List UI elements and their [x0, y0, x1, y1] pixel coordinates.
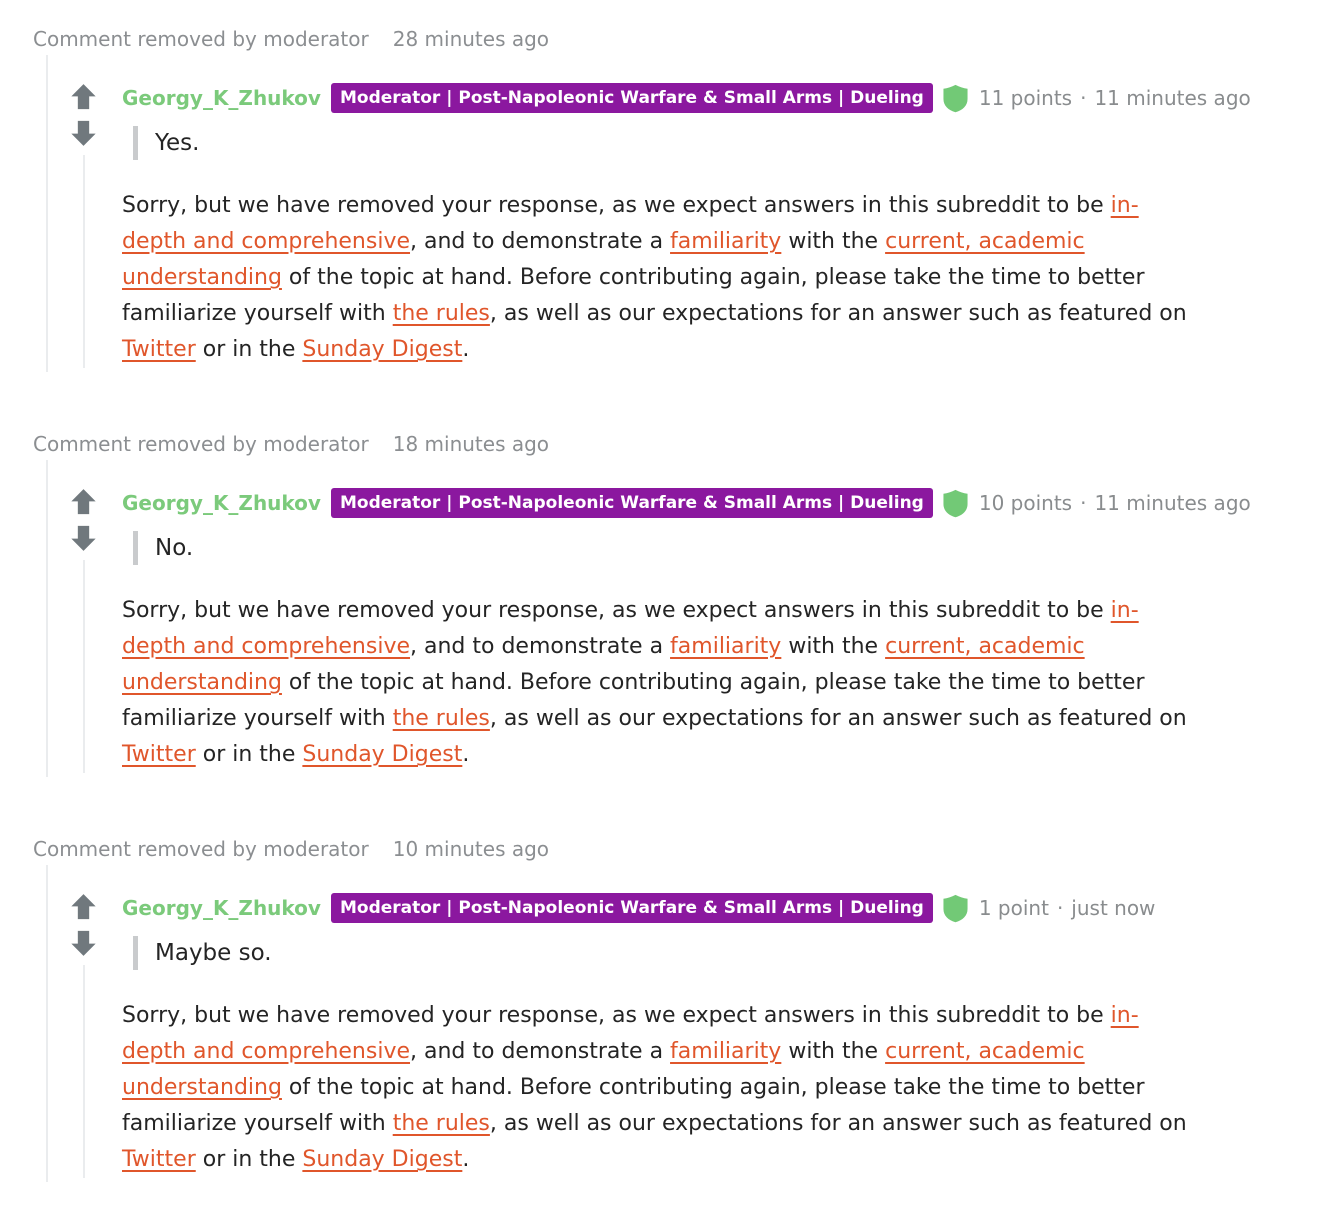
body-text: with the	[781, 634, 886, 659]
link-in-depth-and-comprehensive[interactable]: in-	[1110, 193, 1139, 218]
removal-message-line	[122, 998, 1334, 1034]
body-text: of the topic at hand. Before contributing again, please take the time to better	[281, 670, 1145, 695]
upvote-button[interactable]	[70, 893, 97, 921]
removed-comment-thread	[0, 835, 1334, 1182]
removal-message-line	[122, 1070, 1334, 1106]
comment-timestamp: just now	[1071, 896, 1156, 920]
vote-column	[70, 488, 122, 773]
comment-points: 10 points	[978, 491, 1073, 515]
mod-reply-comment	[0, 865, 1334, 1182]
link-in-depth-and-comprehensive[interactable]: depth and comprehensive	[122, 229, 411, 254]
removal-message-line	[122, 629, 1334, 665]
link-current-academic-understanding[interactable]: understanding	[122, 1075, 282, 1100]
removed-comment-timestamp: 28 minutes ago	[392, 27, 550, 51]
removal-message-line	[122, 593, 1334, 629]
meta-separator: ·	[1080, 86, 1087, 110]
removal-message-line	[122, 665, 1334, 701]
downvote-button[interactable]	[70, 929, 97, 957]
removal-message-line	[122, 296, 1334, 332]
moderator-shield-icon	[942, 894, 969, 923]
body-text: familiarize yourself with	[122, 706, 393, 731]
body-text: Sorry, but we have removed your response, as we expect answers in this subreddit to be	[122, 598, 1111, 623]
upvote-arrow-icon	[70, 83, 97, 111]
removal-message-line	[122, 737, 1334, 773]
username-link[interactable]: Georgy_K_Zhukov	[122, 86, 321, 110]
quoted-text: Yes.	[155, 130, 200, 156]
vote-column	[70, 83, 122, 368]
upvote-arrow-icon	[70, 893, 97, 921]
removal-message-line	[122, 188, 1334, 224]
link-twitter[interactable]: Twitter	[122, 1147, 196, 1172]
removal-message-line	[122, 1034, 1334, 1070]
body-text: , and to demonstrate a	[410, 229, 671, 254]
link-in-depth-and-comprehensive[interactable]: depth and comprehensive	[122, 634, 411, 659]
moderator-shield-icon	[942, 84, 969, 113]
body-text: with the	[781, 1039, 886, 1064]
link-the-rules[interactable]: the rules	[392, 706, 490, 731]
downvote-arrow-icon	[70, 524, 97, 552]
link-in-depth-and-comprehensive[interactable]: in-	[1110, 1003, 1139, 1028]
removed-by-moderator-label: Comment removed by moderator	[33, 432, 369, 456]
quoted-text-block	[133, 936, 1334, 970]
link-current-academic-understanding[interactable]: current, academic	[885, 1039, 1085, 1064]
body-text: or in the	[195, 1147, 303, 1172]
removed-by-moderator-label: Comment removed by moderator	[33, 27, 369, 51]
comment-points: 1 point	[978, 896, 1049, 920]
removal-message	[122, 593, 1334, 773]
upvote-button[interactable]	[70, 83, 97, 111]
removed-comment-thread	[0, 25, 1334, 372]
removed-comment-header	[33, 835, 1334, 863]
link-sunday-digest[interactable]: Sunday Digest	[302, 337, 463, 362]
body-text: familiarize yourself with	[122, 1111, 393, 1136]
link-current-academic-understanding[interactable]: current, academic	[885, 634, 1085, 659]
comment-collapse-line[interactable]	[83, 155, 85, 368]
link-in-depth-and-comprehensive[interactable]: in-	[1110, 598, 1139, 623]
link-current-academic-understanding[interactable]: understanding	[122, 265, 282, 290]
downvote-arrow-icon	[70, 119, 97, 147]
body-text: or in the	[195, 742, 303, 767]
removal-message-line	[122, 332, 1334, 368]
comment-meta-row	[122, 893, 1334, 923]
link-the-rules[interactable]: the rules	[392, 301, 490, 326]
comment-meta-row	[122, 488, 1334, 518]
moderator-flair-badge: Moderator | Post-Napoleonic Warfare & Small Arms | Dueling	[331, 83, 933, 113]
link-familiarity[interactable]: familiarity	[670, 229, 782, 254]
body-text: , and to demonstrate a	[410, 1039, 671, 1064]
link-the-rules[interactable]: the rules	[392, 1111, 490, 1136]
removed-comment-header	[33, 25, 1334, 53]
removal-message-line	[122, 260, 1334, 296]
link-current-academic-understanding[interactable]: current, academic	[885, 229, 1085, 254]
downvote-button[interactable]	[70, 524, 97, 552]
parent-collapse-line[interactable]	[46, 865, 48, 1182]
comment-timestamp: 11 minutes ago	[1094, 86, 1251, 110]
removal-message	[122, 188, 1334, 368]
username-link[interactable]: Georgy_K_Zhukov	[122, 896, 321, 920]
removal-message-line	[122, 701, 1334, 737]
link-familiarity[interactable]: familiarity	[670, 634, 782, 659]
meta-separator: ·	[1080, 491, 1087, 515]
body-text: or in the	[195, 337, 303, 362]
link-twitter[interactable]: Twitter	[122, 337, 196, 362]
username-link[interactable]: Georgy_K_Zhukov	[122, 491, 321, 515]
removal-message-line	[122, 1106, 1334, 1142]
link-sunday-digest[interactable]: Sunday Digest	[302, 742, 463, 767]
link-sunday-digest[interactable]: Sunday Digest	[302, 1147, 463, 1172]
body-text: , and to demonstrate a	[410, 634, 671, 659]
downvote-arrow-icon	[70, 929, 97, 957]
removal-message-line	[122, 224, 1334, 260]
body-text: familiarize yourself with	[122, 301, 393, 326]
link-in-depth-and-comprehensive[interactable]: depth and comprehensive	[122, 1039, 411, 1064]
vote-column	[70, 893, 122, 1178]
comment-collapse-line[interactable]	[83, 965, 85, 1178]
body-text: Sorry, but we have removed your response, as we expect answers in this subreddit to be	[122, 1003, 1111, 1028]
parent-collapse-line[interactable]	[46, 460, 48, 777]
comment-meta-row	[122, 83, 1334, 113]
comment-points: 11 points	[978, 86, 1073, 110]
body-text: of the topic at hand. Before contributing again, please take the time to better	[281, 1075, 1145, 1100]
quoted-text-block	[133, 531, 1334, 565]
upvote-button[interactable]	[70, 488, 97, 516]
link-current-academic-understanding[interactable]: understanding	[122, 670, 282, 695]
link-familiarity[interactable]: familiarity	[670, 1039, 782, 1064]
removed-by-moderator-label: Comment removed by moderator	[33, 837, 369, 861]
removal-message-line	[122, 1142, 1334, 1178]
mod-reply-comment	[0, 55, 1334, 372]
link-twitter[interactable]: Twitter	[122, 742, 196, 767]
body-text: , as well as our expectations for an answer such as featured on	[489, 1111, 1187, 1136]
body-text: .	[462, 1147, 470, 1172]
removed-comment-header	[33, 430, 1334, 458]
removed-comment-thread	[0, 430, 1334, 777]
moderator-flair-badge: Moderator | Post-Napoleonic Warfare & Small Arms | Dueling	[331, 893, 933, 923]
body-text: of the topic at hand. Before contributing again, please take the time to better	[281, 265, 1145, 290]
mod-reply-comment	[0, 460, 1334, 777]
moderator-flair-badge: Moderator | Post-Napoleonic Warfare & Small Arms | Dueling	[331, 488, 933, 518]
comment-timestamp: 11 minutes ago	[1094, 491, 1251, 515]
body-text: , as well as our expectations for an answer such as featured on	[489, 301, 1187, 326]
upvote-arrow-icon	[70, 488, 97, 516]
removed-comment-timestamp: 10 minutes ago	[392, 837, 550, 861]
body-text: .	[462, 742, 470, 767]
quoted-text: Maybe so.	[155, 940, 272, 966]
body-text: .	[462, 337, 470, 362]
parent-collapse-line[interactable]	[46, 55, 48, 372]
meta-separator: ·	[1056, 896, 1064, 920]
body-text: Sorry, but we have removed your response, as we expect answers in this subreddit to be	[122, 193, 1111, 218]
downvote-button[interactable]	[70, 119, 97, 147]
quoted-text: No.	[155, 535, 194, 561]
quoted-text-block	[133, 126, 1334, 160]
body-text: with the	[781, 229, 886, 254]
removed-comment-timestamp: 18 minutes ago	[392, 432, 550, 456]
comment-collapse-line[interactable]	[83, 560, 85, 773]
body-text: , as well as our expectations for an answer such as featured on	[489, 706, 1187, 731]
removal-message	[122, 998, 1334, 1178]
moderator-shield-icon	[942, 489, 969, 518]
